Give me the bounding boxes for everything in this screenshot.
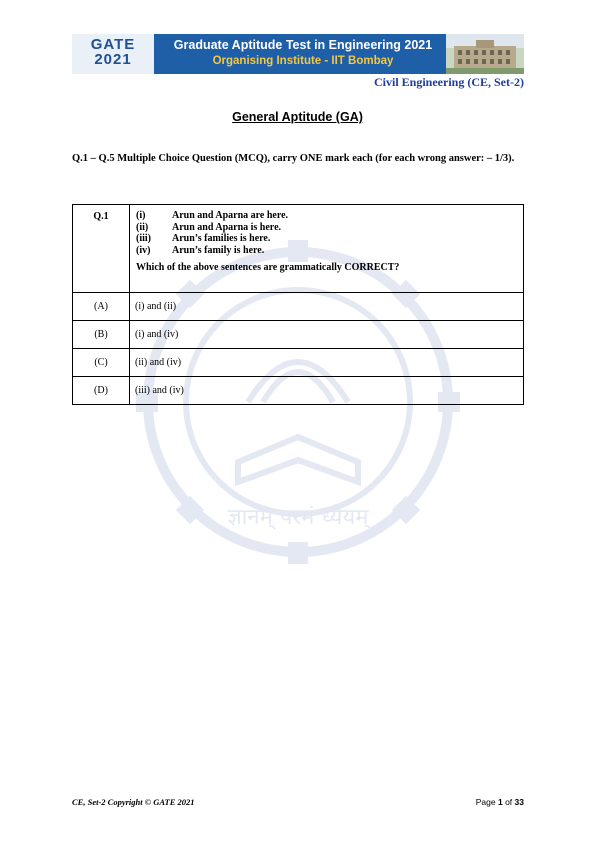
option-row[interactable] — [73, 349, 524, 377]
banner-subtitle: Organising Institute - IIT Bombay — [212, 55, 394, 67]
option-text: (i) and (iv) — [130, 321, 524, 349]
option-label: (A) — [73, 293, 130, 321]
option-row[interactable] — [73, 321, 524, 349]
question-table — [72, 204, 524, 405]
option-row[interactable] — [73, 377, 524, 405]
section-instructions: Q.1 – Q.5 Multiple Choice Question (MCQ), carry ONE mark each (for each wrong answer: – 1/3). — [72, 153, 515, 164]
statement-text: Arun and Aparna are here. — [172, 210, 289, 221]
banner-title: Graduate Aptitude Test in Engineering 2021 — [173, 38, 433, 52]
question-prompt: Which of the above sentences are grammatically CORRECT? — [136, 262, 400, 273]
question-body — [130, 205, 524, 293]
footer-page-number — [476, 797, 524, 807]
statement-item — [136, 210, 517, 222]
gate-2021-logo — [72, 34, 154, 74]
statement-item — [136, 222, 517, 234]
question-row — [73, 205, 524, 293]
option-label: (B) — [73, 321, 130, 349]
statement-text: Arun and Aparna is here. — [172, 221, 282, 233]
watermark-motto: ज्ञानम् परमं ध्येयम् — [227, 505, 369, 530]
statement-numeral: (iii) — [136, 233, 151, 244]
page-total: 33 — [514, 797, 524, 807]
statement-numeral: (ii) — [136, 221, 149, 233]
logo-word: GATE — [90, 36, 136, 53]
statement-text: Arun’s families is here. — [172, 233, 271, 244]
option-text: (i) and (ii) — [130, 293, 524, 321]
logo-year: 2021 — [94, 51, 132, 68]
option-label: (D) — [73, 377, 130, 405]
page-current: 1 — [497, 797, 503, 807]
statement-text: Arun’s family is here. — [172, 244, 265, 256]
option-text: (ii) and (iv) — [130, 349, 524, 377]
institute-building-image — [446, 34, 524, 74]
question-number: Q.1 — [73, 205, 130, 293]
option-row[interactable] — [73, 293, 524, 321]
section-title: General Aptitude (GA) — [232, 110, 363, 124]
footer-copyright: CE, Set-2 Copyright © GATE 2021 — [72, 797, 195, 807]
paper-set-label: Civil Engineering (CE, Set-2) — [374, 75, 524, 89]
option-label: (C) — [73, 349, 130, 377]
statement-numeral: (i) — [136, 210, 146, 221]
page-of: of — [502, 797, 515, 807]
statement-item — [136, 245, 517, 257]
statement-numeral: (iv) — [136, 244, 151, 256]
statement-item — [136, 233, 517, 245]
page-prefix: Page — [475, 797, 498, 807]
option-text: (iii) and (iv) — [130, 377, 524, 405]
header-banner — [72, 34, 524, 74]
